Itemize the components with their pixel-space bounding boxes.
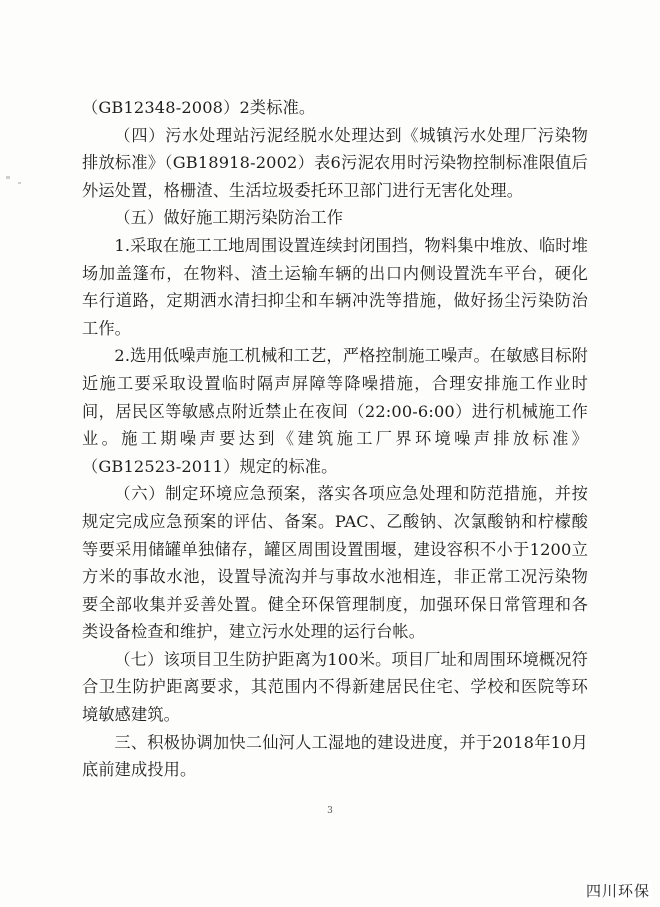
scan-speck [18, 182, 21, 184]
paragraph-emergency-plan: （六）制定环境应急预案，落实各项应急处理和防范措施，并按规定完成应急预案的评估、备案。PAC、乙酸钠、次氯酸钠和柠檬酸等要采用储罐单独储存，罐区周围设置围堰，建设容积不小于1200立方米的事故水池，设置导流沟并与事故水池相连，非正常工况污染物要全部收集并妥善处置。健全环保管理制度，加强环保日常管理和各类设备检查和维护，建立污水处理的运行台帐。 [82, 484, 588, 642]
paragraph-dust-control: 1.采取在施工工地周围设置连续封闭围挡，物料集中堆放、临时堆场加盖篷布，在物料、渣土运输车辆的出口内侧设置洗车平台，硬化车行道路，定期洒水清扫抑尘和车辆冲洗等措施，做好扬尘污染防治工作。 [82, 235, 588, 338]
document-body [82, 94, 588, 784]
paragraph-protection-distance: （七）该项目卫生防护距离为100米。项目厂址和周围环境概况符合卫生防护距离要求，其范围内不得新建居民住宅、学校和医院等环境敏感建筑。 [82, 649, 588, 725]
scan-speck [6, 176, 10, 179]
paragraph-noise-control: 2.选用低噪声施工机械和工艺，严格控制施工噪声。在敏感目标附近施工要采取设置临时隔声屏障等降噪措施，合理安排施工作业时间，居民区等敏感点附近禁止在夜间（22:00-6:00）进行机械施工作业。施工期噪声要达到《建筑施工厂界环境噪声排放标准》（GB12523-2011）规定的标准。 [82, 346, 588, 476]
paragraph-sludge-disposal: （四）污水处理站污泥经脱水处理达到《城镇污水处理厂污染物排放标准》（GB18918-2002）表6污泥农用时污染物控制标准限值后外运处置，格栅渣、生活垃圾委托环卫部门进行无害化处理。 [82, 125, 588, 200]
paragraph-gb12348-standard: （GB12348-2008）2类标准。 [82, 98, 316, 117]
page-number: 3 [327, 806, 333, 816]
paragraph-wetland-construction: 三、积极协调加快二仙河人工湿地的建设进度，并于2018年10月底前建成投用。 [82, 732, 588, 780]
section-heading-construction-pollution: （五）做好施工期污染防治工作 [114, 208, 344, 228]
watermark-text: 四川环保 [585, 882, 650, 900]
